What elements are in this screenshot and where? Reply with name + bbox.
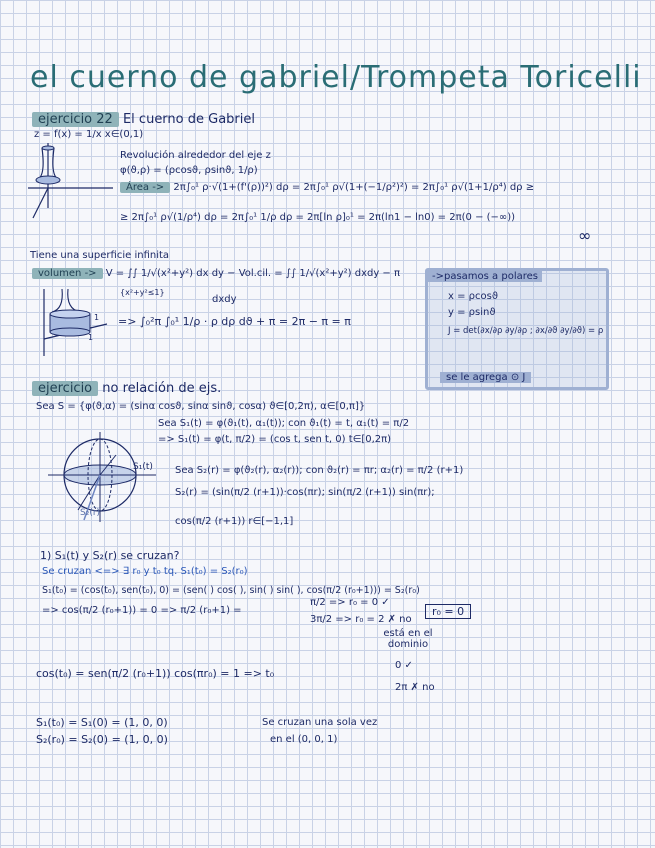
conclusion-1: Se cruzan una sola vez xyxy=(262,717,378,728)
area-line1 xyxy=(120,182,534,193)
infinity-result: ∞ xyxy=(578,226,592,245)
area-eq1: 2π∫₀¹ ρ·√(1+(f'(ρ))²) dρ = 2π∫₀¹ ρ√(1+(−1/ρ²)²) = 2π∫₀¹ ρ√(1+1/ρ⁴) dρ ≥ xyxy=(173,182,535,193)
revolucion-text: Revolución alrededor del eje z xyxy=(120,150,271,161)
region-text: {x²+y²≤1} xyxy=(120,288,165,297)
box-line-1: x = ρcosϑ xyxy=(448,291,499,302)
dominio-note: está en el dominio xyxy=(383,628,433,650)
ej-rel-label: ejercicio xyxy=(32,381,98,396)
volume-sketch xyxy=(32,284,112,359)
conclusion-2: en el (0, 0, 1) xyxy=(270,734,338,745)
r0-boxed: r₀ = 0 xyxy=(425,604,471,619)
q1-l4: cos(t₀) = sen(π/2 (r₀+1)) cos(πr₀) = 1 => t₀ xyxy=(36,667,275,680)
polar-eq: => ∫₀²π ∫₀¹ 1/ρ · ρ dρ dϑ + π = 2π − π = π xyxy=(118,315,351,328)
area-label: Área -> xyxy=(120,182,170,193)
box-line-3: J = det(∂x/∂ρ ∂y/∂ρ ; ∂x/∂ϑ ∂y/∂ϑ) = ρ xyxy=(448,326,604,336)
polares-label: ->pasamos a polares xyxy=(428,271,542,282)
box-line-2: y = ρsinϑ xyxy=(448,307,496,318)
superficie-text: Tiene una superficie infinita xyxy=(30,250,170,261)
s1-label: S₁(t) xyxy=(133,462,153,472)
ej-rel-subtitle: no relación de ejs. xyxy=(102,381,222,396)
dxdy-label: dxdy xyxy=(212,294,237,305)
area-eq2: ≥ 2π∫₀¹ ρ√(1/ρ⁴) dρ = 2π∫₀¹ 1/ρ dρ = 2π[ln ρ]₀¹ = 2π(ln1 − ln0) = 2π(0 − (−∞)) xyxy=(120,212,516,223)
s2-eq2: cos(π/2 (r+1)) r∈[−1,1] xyxy=(175,516,294,527)
q1-l3: => cos(π/2 (r₀+1)) = 0 => π/2 (r₀+1) = xyxy=(42,605,242,616)
q1-l2: S₁(t₀) = (cos(t₀), sen(t₀), 0) = (sen( ) cos( ), sin( ) sin( ), cos(π/2 (r₀+1))) = S₂(r₀) xyxy=(42,585,420,596)
s1-eq: => S₁(t) = φ(t, π/2) = (cos t, sen t, 0) t∈[0,2π) xyxy=(158,434,392,445)
ej-rel-header xyxy=(32,381,221,396)
q1-l5b: S₂(r₀) = S₂(0) = (1, 0, 0) xyxy=(36,733,168,746)
s2-eq: S₂(r) = (sin(π/2 (r+1))·cos(πr); sin(π/2 (r+1)) sin(πr); xyxy=(175,487,435,498)
ej22-func: z = f(x) = 1/x x∈(0,1) xyxy=(34,129,144,140)
s1-def: Sea S₁(t) = φ(ϑ₁(t), α₁(t)); con ϑ₁(t) = t, α₁(t) = π/2 xyxy=(158,418,410,429)
q1-case2: 3π/2 => r₀ = 2 ✗ no xyxy=(310,614,412,625)
volumen-label: volumen -> xyxy=(32,268,103,279)
volumen-eq: V = ∫∫ 1/√(x²+y²) dx dy − Vol.cil. = ∫∫ 1/√(x²+y²) dxdy − π xyxy=(105,268,401,279)
ej22-label: ejercicio 22 xyxy=(32,112,119,127)
t-case1: 0 ✓ xyxy=(395,660,413,671)
s2-label: S₂(r) xyxy=(80,508,101,518)
svg-text:1: 1 xyxy=(88,333,94,342)
sphere-sketch xyxy=(38,430,168,530)
s2-def: Sea S₂(r) = φ(ϑ₂(r), α₂(r)); con ϑ₂(r) = πr; α₂(r) = π/2 (r+1) xyxy=(175,465,464,476)
param-text: φ(ϑ,ρ) = (ρcosϑ, ρsinϑ, 1/ρ) xyxy=(120,165,258,176)
horn-sketch xyxy=(28,138,118,223)
t-case2: 2π ✗ no xyxy=(395,682,435,693)
ej22-subtitle: El cuerno de Gabriel xyxy=(122,112,255,127)
q1-l1: Se cruzan <=> ∃ r₀ y t₀ tq. S₁(t₀) = S₂(r₀) xyxy=(42,566,248,577)
ej22-header xyxy=(32,112,255,127)
q1-title: 1) S₁(t) y S₂(r) se cruzan? xyxy=(40,549,180,562)
q1-case1: π/2 => r₀ = 0 ✓ xyxy=(310,597,390,608)
sea-s: Sea S = {φ(ϑ,α) = (sinα cosϑ, sinα sinϑ, cosα) ϑ∈[0,2π), α∈[0,π]} xyxy=(36,401,366,412)
page-title: el cuerno de gabriel/Trompeta Toricelli xyxy=(30,60,642,95)
box-footer: se le agrega ⊙ J xyxy=(440,372,531,383)
svg-text:1: 1 xyxy=(94,313,100,322)
volumen-line xyxy=(32,268,400,279)
q1-l5a: S₁(t₀) = S₁(0) = (1, 0, 0) xyxy=(36,716,168,729)
